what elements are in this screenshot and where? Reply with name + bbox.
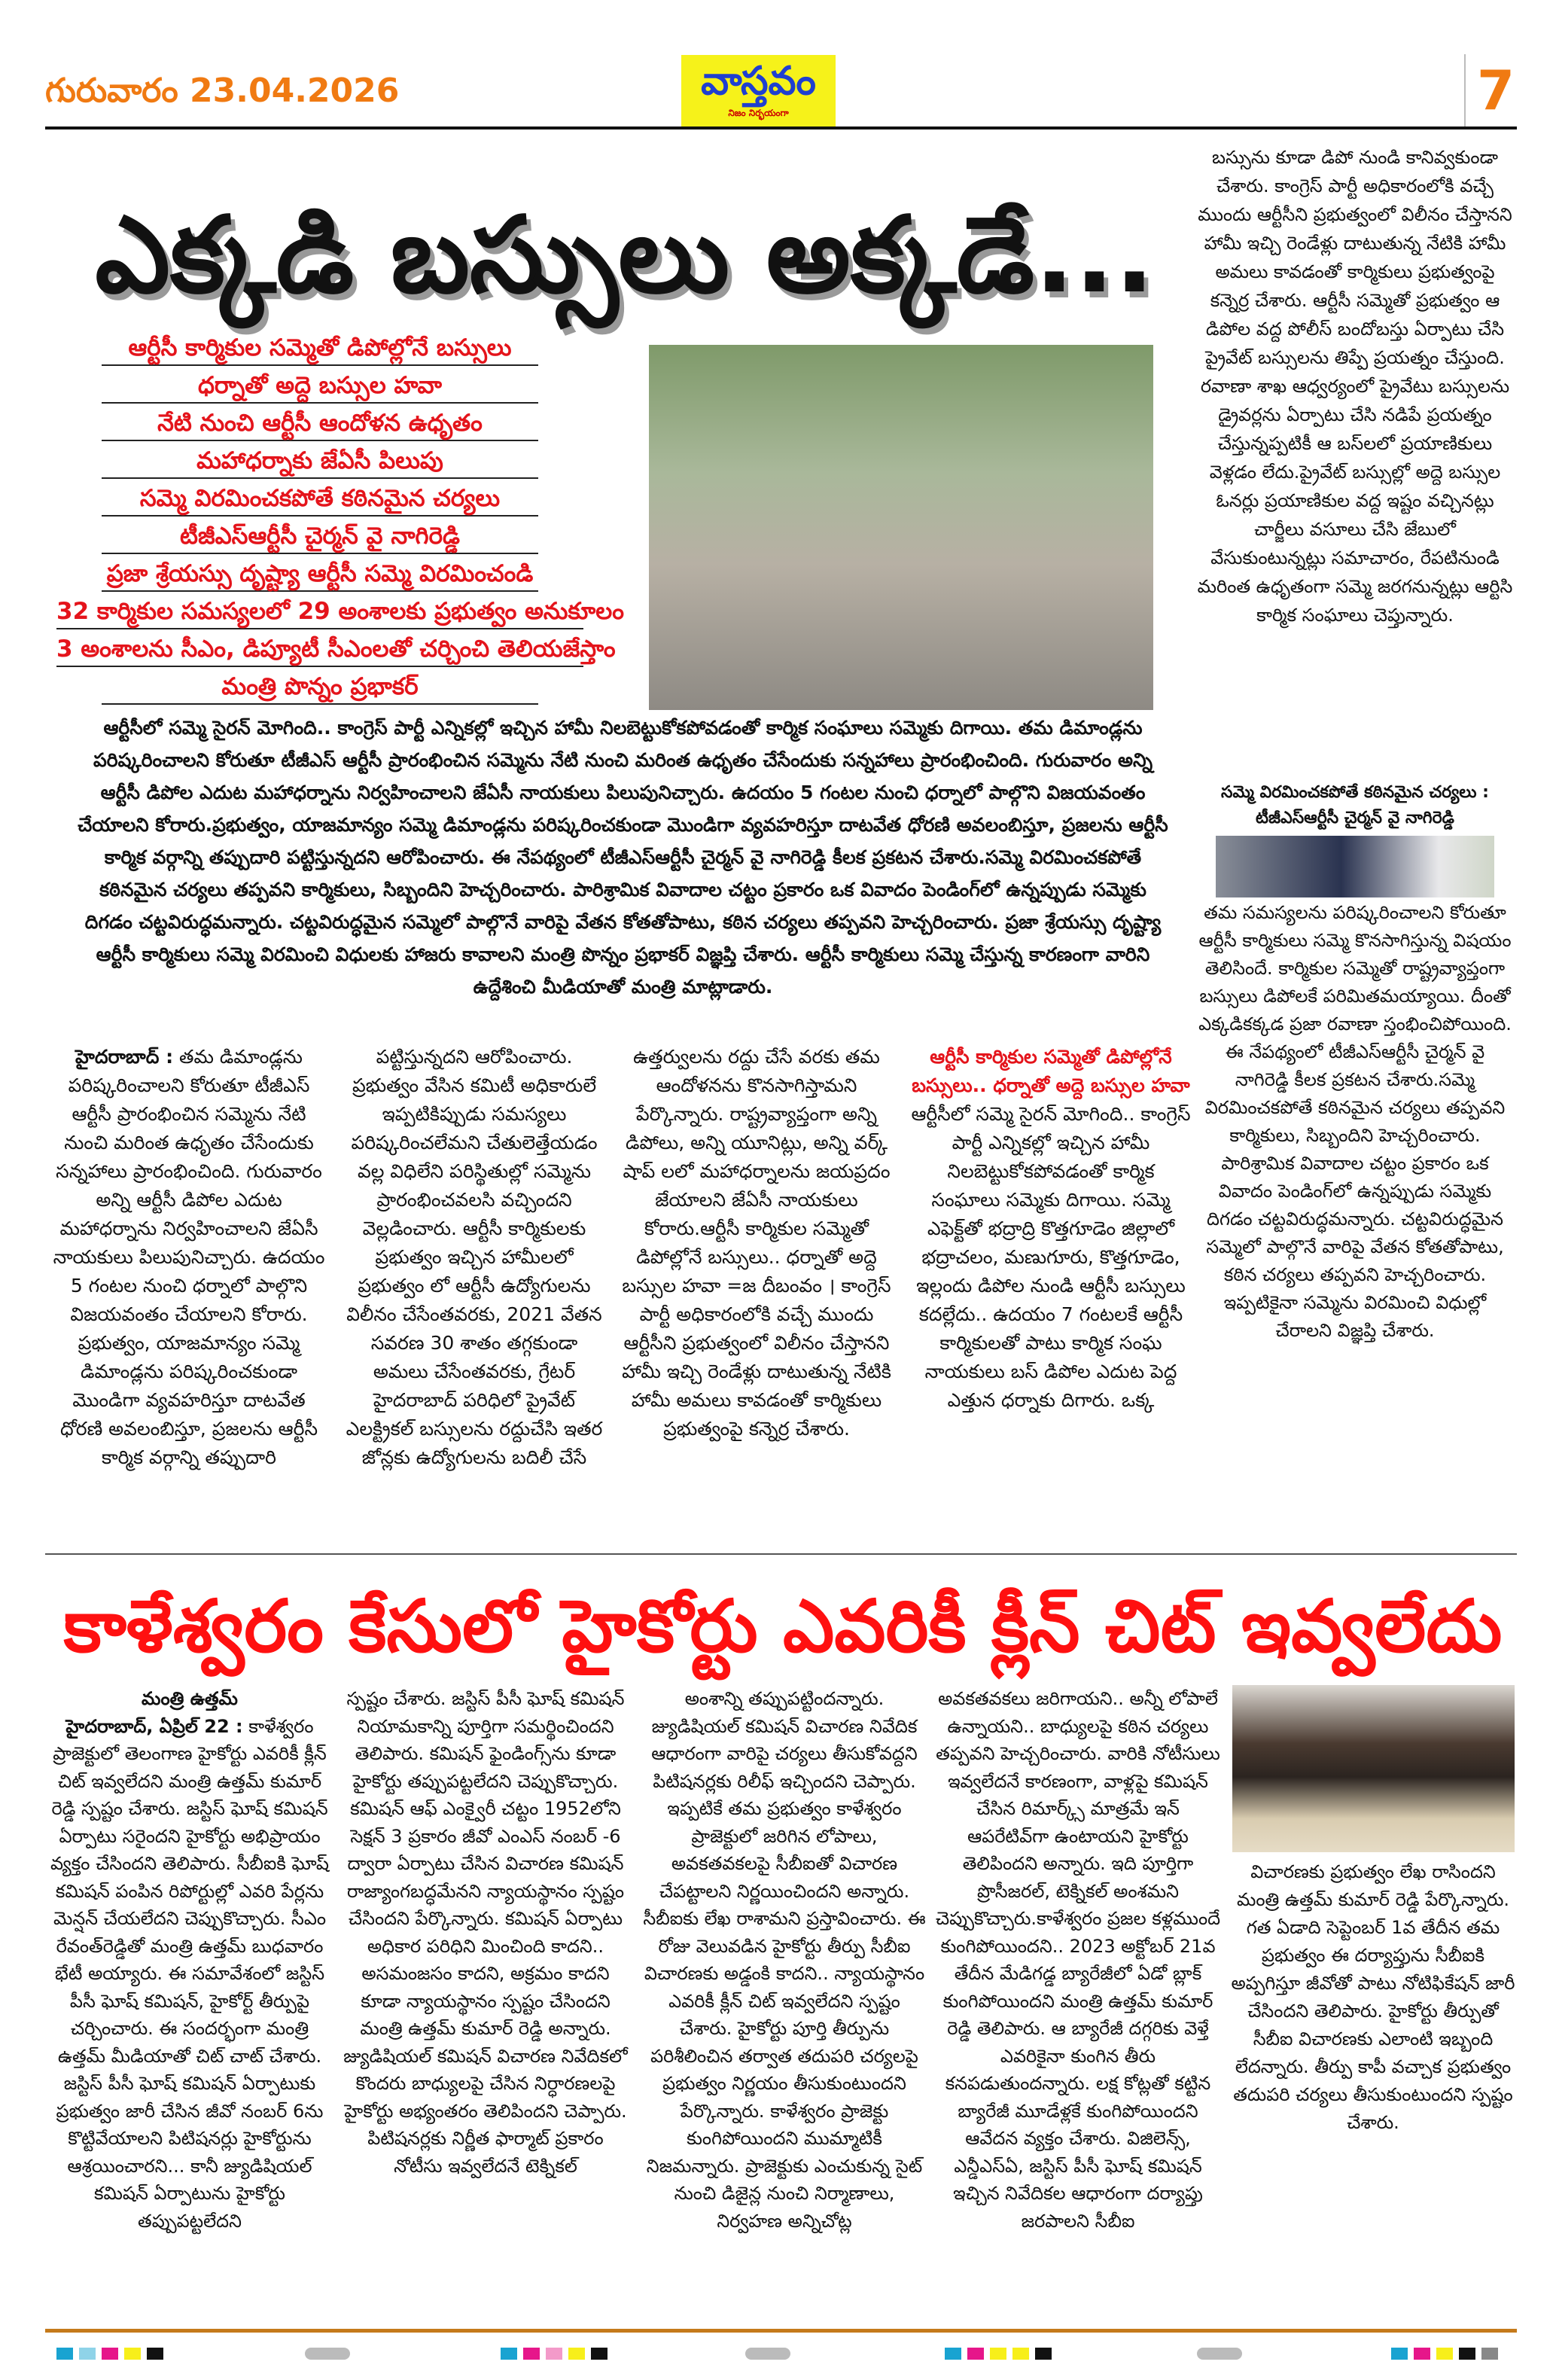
lead-paragraph: ఆర్టీసీలో సమ్మె సైరన్ మోగింది.. కాంగ్రెస్ పార్టీ ఎన్నికల్లో ఇచ్చిన హామీ నిలబెట్టుకోకపోవడంతో కార్మిక సంఘాలు సమ్మెకు దిగాయి. తమ డిమాండ్లను పరిష్కరించాలని కోరుతూ టీజీఎస్ ఆర్టీసీ ప్రారంభించిన సమ్మెను నేటి నుంచి మరింత ఉధృతం చేసేందుకు సన్నహాలు ప్రారంభించింది. గురువారం అన్ని ఆర్టీసీ డిపోల ఎదుట మహాధర్నాను నిర్వహించాలని జేఏసీ నాయకులు పిలుపునిచ్చారు. ఉదయం 5 గంటల నుంచి ధర్నాలో పాల్గొని విజయవంతం చేయాలని కోరారు.ప్రభుత్వం, యాజమాన్యం సమ్మె డిమాండ్లను పరిష్కరించకుండా మొండిగా వ్యవహరిస్తూ దాటవేత ధోరణి అవలంబిస్తూ, ప్రజలను ఆర్టీసీ కార్మిక వర్గాన్ని తప్పుదారి పట్టిస్తున్నదని ఆరోపించారు. ఈ నేపథ్యంలో టీజీఎస్ఆర్టీసీ చైర్మన్ వై నాగిరెడ్డి కీలక ప్రకటన చేశారు.సమ్మె విరమించకపోతే కఠినమైన చర్యలు తప్పవని కార్మికులు, సిబ్బందిని హెచ్చరించారు. పారిశ్రామిక వివాదాల చట్టం ప్రకారం ఒక వివాదం పెండింగ్‌లో ఉన్నప్పుడు సమ్మెకు దిగడం చట్టవిరుద్ధమన్నారు. చట్టవిరుద్ధమైన సమ్మెలో పాల్గొనే వారిపై వేతన కోతతోపాటు, కఠిన చర్యలు తప్పవని హెచ్చరించారు. ప్రజా శ్రేయస్సు దృష్ట్యా ఆర్టీసీ కార్మికులు సమ్మె విరమించి విధులకు హాజరు కావాలని మంత్రి పొన్నం ప్రభాకర్ విజ్ఞప్తి చేశారు. ఆర్టీసీ కార్మికులు సమ్మె చేస్తున్న కారణంగా వారిని ఉద్దేశించి మీడియాతో మంత్రి మాట్లాడారు.: [78, 717, 1168, 998]
article-column: [343, 1043, 606, 1472]
subheadline: టీజీఎస్ఆర్టీసీ చైర్మన్ వై నాగిరెడ్డి: [102, 520, 538, 554]
article-column: [49, 1043, 329, 1472]
header-rule: [45, 126, 1517, 130]
footer-rule: [45, 2329, 1517, 2333]
column-text: ఆర్టీసీలో సమ్మె సైరన్ మోగింది.. కాంగ్రెస్ పార్టీ ఎన్నికల్లో ఇచ్చిన హామీ నిలబెట్టుకోకపోవడంతో కార్మిక సంఘాలు సమ్మెకు దిగాయి. సమ్మె ఎఫెక్ట్‌తో భద్రాద్రి కొత్తగూడెం జిల్లాలో భద్రాచలం, మణుగూరు, కొత్తగూడెం, ఇల్లందు డిపోల నుండి ఆర్టీసీ బస్సులు కదల్లేదు.. ఉదయం 7 గంటలకే ఆర్టీసీ కార్మికులతో పాటు కార్మిక సంఘ నాయకులు బస్ డిపోల ఎదుట పెద్ద ఎత్తున ధర్నాకు దిగారు. ఒక్క: [911, 1103, 1191, 1411]
article-column: [911, 1043, 1191, 1415]
logo-tagline: నిజం నిర్భయంగా: [728, 108, 789, 118]
subheadline: మంత్రి పొన్నం ప్రభాకర్: [102, 670, 538, 705]
subheadline-list: [56, 331, 624, 708]
column-text: స్పష్టం చేశారు. జస్టిస్ పీసీ ఘోష్ కమిషన్ నియామకాన్ని పూర్తిగా సమర్థించిందని తెలిపారు. కమిషన్ ఫైండింగ్స్‌ను కూడా హైకోర్టు తప్పుపట్టలేదని చెప్పుకొచ్చారు. కమిషన్ ఆఫ్ ఎంక్వైరీ చట్టం 1952లోని సెక్షన్ 3 ప్రకారం జీవో ఎంఎస్ నంబర్ -6 ద్వారా ఏర్పాటు చేసిన విచారణ కమిషన్ రాజ్యాంగబద్ధమేనని న్యాయస్థానం స్పష్టం చేసిందని పేర్కొన్నారు. కమిషన్ ఏర్పాటు అధికార పరిధిని మించింది కాదని.. అసమంజసం కాదని, అక్రమం కాదని కూడా న్యాయస్థానం స్పష్టం చేసిందని మంత్రి ఉత్తమ్ కుమార్ రెడ్డి అన్నారు. జ్యుడిషియల్ కమిషన్ విచారణ నివేదికలో కొందరు బాధ్యులపై చేసిన నిర్ధారణలపై హైకోర్టు అభ్యంతరం తెలిపిందని చెప్పారు. పిటిషనర్లకు నిర్ణీత ఫార్మాట్ ప్రకారం నోటీసు ఇవ్వలేదనే టెక్నికల్: [343, 1688, 628, 2177]
subheadline: నేటి నుంచి ఆర్టీసీ ఆందోళన ఉధృతం: [102, 407, 538, 441]
second-headline: కాళేశ్వరం కేసులో హైకోర్టు ఎవరికీ క్లీన్ చిట్ ఇవ్వలేదు: [63, 1584, 1503, 1668]
chairman-photo: [1216, 836, 1494, 897]
article-column: [1231, 1858, 1515, 2137]
article-column: [935, 1685, 1221, 2235]
column-text: విచారణకు ప్రభుత్వం లేఖ రాసిందని మంత్రి ఉత్తమ్ కుమార్ రెడ్డి పేర్కొన్నారు. గత ఏడాది సెప్టెంబర్ 1వ తేదీన తమ ప్రభుత్వం ఈ దర్యాప్తును సీబీఐకి అప్పగిస్తూ జీవోతో పాటు నోటిఫికేషన్ జారీ చేసిందని తెలిపారు. హైకోర్టు తీర్పుతో సీబీఐ విచారణకు ఎలాంటి ఇబ్బంది లేదన్నారు. తీర్పు కాపీ వచ్చాక ప్రభుత్వం తదుపరి చర్యలు తీసుకుంటుందని స్పష్టం చేశారు.: [1231, 1861, 1515, 2133]
registration-marks: [945, 2348, 1052, 2360]
article-column: [47, 1685, 333, 2235]
issue-date: గురువారం 23.04.2026: [45, 72, 400, 110]
column-text: ఉత్తర్వులను రద్దు చేసే వరకు తమ ఆందోళనను కొనసాగిస్తామని పేర్కొన్నారు. రాష్ట్రవ్యాప్తంగా అన్ని డిపోలు, అన్ని యూనిట్లు, అన్ని వర్క్ షాప్ లలో మహాధర్నాలను జయప్రదం జేయాలని జేఏసీ నాయకులు కోరారు.ఆర్టీసీ కార్మికుల సమ్మెతో డిపోల్లోనే బస్సులు.. ధర్నాతో అద్దె బస్సుల హవా =జ దీబంవం । కాంగ్రెస్ పార్టీ అధికారంలోకి వచ్చే ముందు ఆర్టీసీని ప్రభుత్వంలో విలీనం చేస్తానని హామీ ఇచ్చి రెండేళ్లు దాటుతున్న నేటికి హామీ అమలు కావడంతో కార్మికులు ప్రభుత్వంపై కన్నెర్ర చేశారు.: [622, 1046, 891, 1440]
registration-marks: [1391, 2348, 1498, 2360]
logo-text: వాస్తవం: [701, 59, 816, 104]
registration-pill: [745, 2348, 790, 2360]
dateline: హైదరాబాద్ :: [75, 1046, 174, 1068]
header-divider: [1464, 54, 1466, 130]
column-subhead: ఆర్టీసీ కార్మికుల సమ్మెతో డిపోల్లోనే బస్సులు.. ధర్నాతో అద్దె బస్సుల హవా: [912, 1046, 1190, 1096]
subheadline: ఆర్టీసీ కార్మికుల సమ్మెతో డిపోల్లోనే బస్సులు: [102, 331, 538, 366]
newspaper-logo: [681, 55, 836, 127]
registration-marks: [501, 2348, 607, 2360]
subheadline: సమ్మె విరమించకపోతే కఠినమైన చర్యలు: [102, 482, 538, 517]
subheadline: 32 కార్మికుల సమస్యలలో 29 అంశాలకు ప్రభుత్వం అనుకూలం: [56, 595, 583, 629]
page-number: 7: [1477, 59, 1515, 122]
story-divider: [45, 1553, 1517, 1555]
article-column: [343, 1685, 629, 2180]
right-column-text: బస్సును కూడా డిపో నుండి కానివ్వకుండా చేశారు. కాంగ్రెస్ పార్టీ అధికారంలోకి వచ్చే ముందు ఆర్టీసీని ప్రభుత్వంలో విలీనం చేస్తానని హామీ ఇచ్చి రెండేళ్లు దాటుతున్న నేటికి హామీ అమలు కావడంతో కార్మికులు ప్రభుత్వంపై కన్నెర్ర చేశారు. ఆర్టీసీ సమ్మెతో ప్రభుత్వం ఆ డిపోల వద్ద పోలీస్ బందోబస్తు ఏర్పాటు చేసి ప్రైవేట్ బస్సులను తిప్పే ప్రయత్నం చేస్తుంది. రవాణా శాఖ ఆధ్వర్యంలో ప్రైవేటు బస్సులను డ్రైవర్లను ఏర్పాటు చేసి నడిపే ప్రయత్నం చేస్తున్నప్పటికీ ఆ బస్‌లలో ప్రయాణికులు వెళ్లడం లేదు.ప్రైవేట్ బస్సుల్లో అద్దె బస్సుల ఓనర్లు ప్రయాణికుల వద్ద ఇష్టం వచ్చినట్లు చార్జీలు వసూలు చేసి జేబులో వేసుకుంటున్నట్లు సమాచారం, రేపటినుండి మరింత ఉధృతంగా సమ్మె జరగనున్నట్లు ఆర్టిసి కార్మిక సంఘాలు చెప్తున్నారు.: [1197, 147, 1513, 626]
registration-marks: [56, 2348, 163, 2360]
minister-photo: [1232, 1685, 1515, 1852]
column-text: తమ డిమాండ్లను పరిష్కరించాలని కోరుతూ టీజీఎస్ ఆర్టీసీ ప్రారంభించిన సమ్మెను నేటి నుంచి మరింత ఉధృతం చేసేందుకు సన్నహాలు ప్రారంభించింది. గురువారం అన్ని ఆర్టీసీ డిపోల ఎదుట మహాధర్నాను నిర్వహించాలని జేఏసీ నాయకులు పిలుపునిచ్చారు. ఉదయం 5 గంటల నుంచి ధర్నాలో పాల్గొని విజయవంతం చేయాలని కోరారు. ప్రభుత్వం, యాజమాన్యం సమ్మె డిమాండ్లను పరిష్కరించకుండా మొండిగా వ్యవహరిస్తూ దాటవేత ధోరణి అవలంబిస్తూ, ప్రజలను ఆర్టీసీ కార్మిక వర్గాన్ని తప్పుదారి: [53, 1046, 325, 1468]
byline: మంత్రి ఉత్తమ్: [142, 1688, 238, 1709]
subheadline: మహాధర్నాకు జేఏసీ పిలుపు: [102, 444, 538, 479]
column-text: కాళేశ్వరం ప్రాజెక్టులో తెలంగాణ హైకోర్టు ఎవరికీ క్లీన్ చిట్ ఇవ్వలేదని మంత్రి ఉత్తమ్ కుమార్ రెడ్డి స్పష్టం చేశారు. జస్టిస్ ఘోష్ కమిషన్ ఏర్పాటు సరైందని హైకోర్టు అభిప్రాయం వ్యక్తం చేసిందని తెలిపారు. సీబీఐకి ఘోష్ కమిషన్ పంపిన రిపోర్టుల్లో ఎవరి పేర్లను మెన్షన్ చేయలేదని చెప్పుకొచ్చారు. సీఎం రేవంత్‌రెడ్డితో మంత్రి ఉత్తమ్ బుధవారం భేటీ అయ్యారు. ఈ సమావేశంలో జస్టిస్ పీసీ ఘోష్ కమిషన్, హైకోర్ట్ తీర్పుపై చర్చించారు. ఈ సందర్భంగా మంత్రి ఉత్తమ్ మీడియాతో చిట్ చాట్ చేశారు. జస్టిస్ పీసీ ఘోష్ కమిషన్ ఏర్పాటుకు ప్రభుత్వం జారీ చేసిన జీవో నంబర్ 6ను కొట్టివేయాలని పిటిషనర్లు హైకోర్టును ఆశ్రయించారని... కానీ జ్యుడిషియల్ కమిషన్ ఏర్పాటును హైకోర్టు తప్పుపట్టలేదని: [50, 1715, 329, 2232]
right-column-lower: [1197, 780, 1513, 1345]
column-text: అంశాన్ని తప్పుపట్టిందన్నారు. జ్యుడిషియల్ కమిషన్ విచారణ నివేదిక ఆధారంగా వారిపై చర్యలు తీసుకోవద్దని పిటిషనర్లకు రిలీఫ్ ఇచ్చిందని చెప్పారు. ఇప్పటికే తమ ప్రభుత్వం కాళేశ్వరం ప్రాజెక్టులో జరిగిన లోపాలు, అవకతవకలపై సీబీఐతో విచారణ చేపట్టాలని నిర్ణయించిందని అన్నారు. సీబీఐకు లేఖ రాశామని ప్రస్తావించారు. ఈ రోజు వెలువడిన హైకోర్టు తీర్పు సీబీఐ విచారణకు అడ్డంకి కాదని.. న్యాయస్థానం ఎవరికీ క్లీన్ చిట్ ఇవ్వలేదని స్పష్టం చేశారు. హైకోర్టు పూర్తి తీర్పును పరిశీలించిన తర్వాత తదుపరి చర్యలపై ప్రభుత్వం నిర్ణయం తీసుకుంటుందని పేర్కొన్నారు. కాళేశ్వరం ప్రాజెక్టు కుంగిపోయిందని ముమ్మాటికీ నిజమన్నారు. ప్రాజెక్టుకు ఎంచుకున్న సైట్ నుంచి డిజైన్ల నుంచి నిర్మాణాలు, నిర్వహణ అన్నిచోట్ల: [643, 1688, 926, 2232]
registration-pill: [305, 2348, 350, 2360]
subheadline: ధర్నాతో అద్దె బస్సుల హవా: [102, 369, 538, 404]
right-column-text: తమ సమస్యలను పరిష్కరించాలని కోరుతూ ఆర్టీసీ కార్మికులు సమ్మె కొనసాగిస్తున్న విషయం తెలిసిందే. కార్మికుల సమ్మెతో రాష్ట్రవ్యాప్తంగా బస్సులు డిపోలకే పరిమితమయ్యాయి. దీంతో ఎక్కడికక్కడ ప్రజా రవాణా స్తంభించిపోయింది. ఈ నేపథ్యంలో టీజీఎస్ఆర్టీసీ చైర్మన్ వై నాగిరెడ్డి కీలక ప్రకటన చేశారు.సమ్మె విరమించకపోతే కఠినమైన చర్యలు తప్పవని కార్మికులు, సిబ్బందిని హెచ్చరించారు. పారిశ్రామిక వివాదాల చట్టం ప్రకారం ఒక వివాదం పెండింగ్‌లో ఉన్నప్పుడు సమ్మెకు దిగడం చట్టవిరుద్ధమన్నారు. చట్టవిరుద్ధమైన సమ్మెలో పాల్గొనే వారిపై వేతన కోతతోపాటు, కఠిన చర్యలు తప్పవని హెచ్చరించారు. ఇప్పటికైనా సమ్మెను విరమించి విధుల్లో చేరాలని విజ్ఞప్తి చేశారు.: [1198, 902, 1512, 1341]
article-column: [621, 1043, 892, 1443]
protest-photo: [649, 345, 1153, 710]
main-headline: ఎక్కడి బస్సులు అక్కడే...: [95, 194, 1155, 317]
column-text: అవకతవకలు జరిగాయని.. అన్నీ లోపాలే ఉన్నాయని.. బాధ్యులపై కఠిన చర్యలు తప్పవని హెచ్చరించారు. వారికి నోటీసులు ఇవ్వలేదనే కారణంగా, వాళ్లపై కమిషన్ చేసిన రిమార్క్స్ మాత్రమే ఇన్ ఆపరేటివ్‌గా ఉంటాయని హైకోర్టు తెలిపిందని అన్నారు. ఇది పూర్తిగా ప్రొసీజరల్, టెక్నికల్ అంశమని చెప్పుకొచ్చారు.కాళేశ్వరం ప్రజల కళ్లముందే కుంగిపోయిందని.. 2023 అక్టోబర్ 21వ తేదీన మేడిగడ్డ బ్యారేజీలో ఏడో బ్లాక్ కుంగిపోయిందని మంత్రి ఉత్తమ్ కుమార్ రెడ్డి తెలిపారు. ఆ బ్యారేజీ దగ్గరికు వెళ్తే ఎవరికైనా కుంగిన తీరు కనపడుతుందన్నారు. లక్ష కోట్లతో కట్టిన బ్యారేజీ మూడేళ్లకే కుంగిపోయిందని ఆవేదన వ్యక్తం చేశారు. విజిలెన్స్, ఎన్డీఎస్ఏ, జస్టిస్ పీసీ ఘోష్ కమిషన్ ఇచ్చిన నివేదికల ఆధారంగా దర్యాప్తు జరపాలని సీబీఐ: [935, 1688, 1221, 2232]
registration-pill: [1197, 2348, 1242, 2360]
article-column: [641, 1685, 927, 2235]
dateline: హైదరాబాద్, ఏప్రిల్ 22 :: [65, 1715, 243, 1737]
column-text: పట్టిస్తున్నదని ఆరోపించారు. ప్రభుత్వం వేసిన కమిటీ అధికారులే ఇప్పటికిప్పుడు సమస్యలు పరిష్కరించలేమని చేతులెత్తేయడం వల్ల విధిలేని పరిస్థితుల్లో సమ్మెను ప్రారంభించవలసి వచ్చిందని వెల్లడించారు. ఆర్టీసీ కార్మికులకు ప్రభుత్వం ఇచ్చిన హామీలలో ప్రభుత్వం లో ఆర్టీసీ ఉద్యోగులను విలీనం చేసేంతవరకు, 2021 వేతన సవరణ 30 శాతం తగ్గకుండా అమలు చేసేంతవరకు, గ్రేటర్ హైదరాబాద్ పరిధిలో ప్రైవేట్ ఎలక్ట్రికల్ బస్సులను రద్దుచేసి ఇతర జోన్లకు ఉద్యోగులను బదిలీ చేసే: [346, 1046, 603, 1468]
subheadline: ప్రజా శ్రేయస్సు దృష్ట్యా ఆర్టీసీ సమ్మె విరమించండి: [102, 557, 538, 592]
right-column-subhead: సమ్మె విరమించకపోతే కఠినమైన చర్యలు : టీజీఎస్ఆర్టీసీ చైర్మన్ వై నాగిరెడ్డి: [1221, 783, 1489, 827]
subheadline: 3 అంశాలను సీఎం, డిప్యూటీ సీఎంలతో చర్చించి తెలియజేస్తాం: [56, 632, 583, 667]
